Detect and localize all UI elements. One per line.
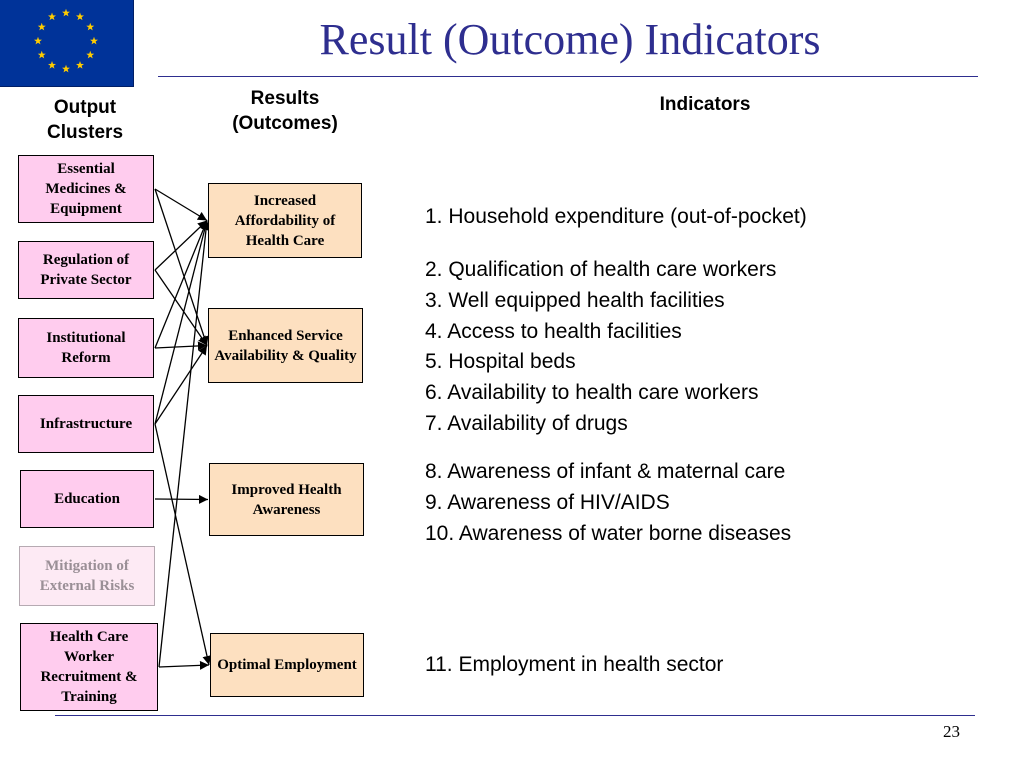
outcome-optimal-employment: Optimal Employment bbox=[210, 633, 364, 697]
arrow-c7-to-o4 bbox=[159, 665, 209, 667]
indicator-item: 10. Awareness of water borne diseases bbox=[425, 521, 792, 545]
indicators-header: Indicators bbox=[659, 94, 751, 115]
indicator-item: 3. Well equipped health facilities bbox=[425, 288, 725, 312]
cluster-institutional-reform: Institutional Reform bbox=[18, 318, 154, 378]
page-title: Result (Outcome) Indicators bbox=[319, 15, 821, 64]
indicator-item: 1. Household expenditure (out-of-pocket) bbox=[425, 205, 807, 228]
footer-divider bbox=[55, 715, 975, 716]
arrow-c7-to-o1 bbox=[159, 221, 207, 668]
outcome-affordability: Increased Affordability of Health Care bbox=[208, 183, 362, 258]
cluster-infrastructure: Infrastructure bbox=[18, 395, 154, 453]
cluster-essential-medicines: Essential Medicines & Equipment bbox=[18, 155, 154, 223]
outcome-service-availability: Enhanced Service Availability & Quality bbox=[208, 308, 363, 383]
indicator-item: 2. Qualification of health care workers bbox=[425, 258, 777, 281]
outcome-health-awareness: Improved Health Awareness bbox=[209, 463, 364, 536]
arrow-c3-to-o1 bbox=[155, 221, 207, 349]
output-clusters-header: Output Clusters bbox=[46, 97, 124, 143]
indicator-group-affordability bbox=[425, 202, 807, 233]
indicator-item: 6. Availability to health care workers bbox=[425, 381, 759, 405]
indicator-group-awareness bbox=[425, 457, 791, 549]
cluster-health-care-worker-training: Health Care Worker Recruitment & Training bbox=[20, 623, 158, 711]
indicator-item: 5. Hospital beds bbox=[425, 350, 576, 374]
page-number: 23 bbox=[943, 722, 960, 741]
indicator-group-employment bbox=[425, 650, 723, 681]
arrow-c1-to-o1 bbox=[155, 189, 207, 221]
indicator-item: 11. Employment in health sector bbox=[425, 653, 724, 676]
indicator-item: 7. Availability of drugs bbox=[425, 411, 628, 435]
arrow-c5-to-o3 bbox=[155, 499, 208, 500]
arrow-c4-to-o2 bbox=[155, 346, 207, 425]
arrow-c2-to-o1 bbox=[155, 221, 207, 271]
cluster-regulation-private-sector: Regulation of Private Sector bbox=[18, 241, 154, 299]
cluster-education: Education bbox=[20, 470, 154, 528]
results-header: Results (Outcomes) bbox=[232, 88, 338, 134]
indicator-item: 4. Access to health facilities bbox=[425, 319, 682, 343]
indicator-item: 9. Awareness of HIV/AIDS bbox=[425, 490, 670, 514]
arrow-c3-to-o2 bbox=[155, 346, 207, 349]
cluster-mitigation-external-risks: Mitigation of External Risks bbox=[19, 546, 155, 606]
arrow-c2-to-o2 bbox=[155, 270, 207, 346]
indicator-group-service bbox=[425, 255, 776, 440]
indicator-item: 8. Awareness of infant & maternal care bbox=[425, 460, 786, 483]
